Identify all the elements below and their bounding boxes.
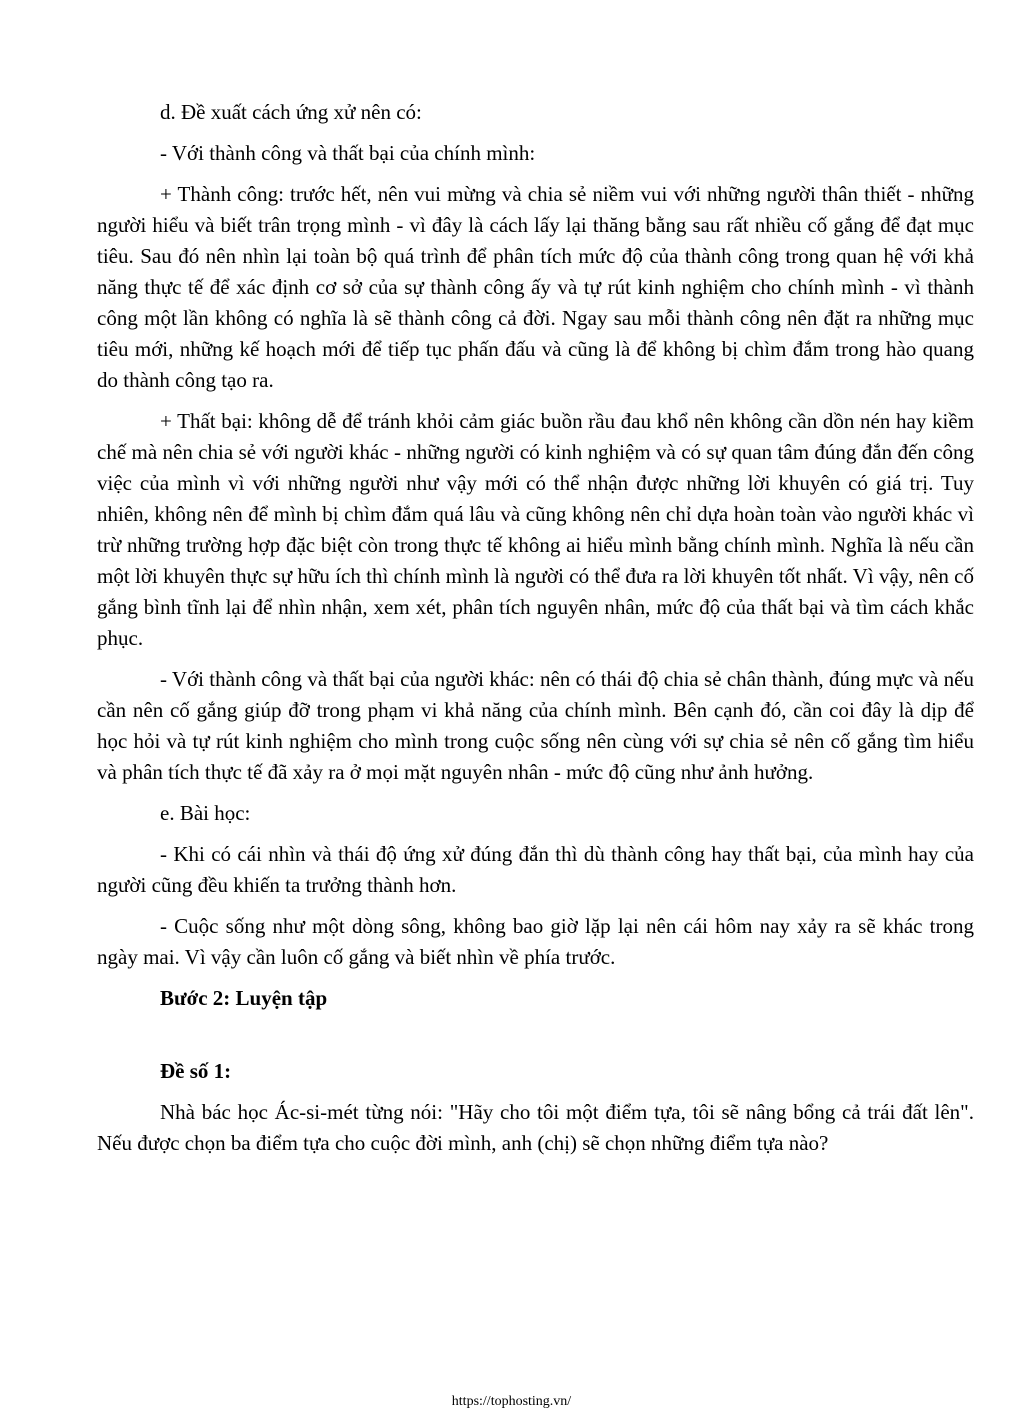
paragraph-success: + Thành công: trước hết, nên vui mừng và chia sẻ niềm vui với những người thân thiết - những người hiểu và biết trân trọng mình - vì đây là cách lấy lại thăng bằng sau rất nhiều cố gắng để đạt mục tiêu. Sau đó nên nhìn lại toàn bộ quá trình để phân tích mức độ của thành công trong quan hệ với khả năng thực tế để xác định cơ sở của sự thành công ấy và tự rút kinh nghiệm cho chính mình - vì thành công một lần không có nghĩa là sẽ thành công cả đời. Ngay sau mỗi thành công nên đặt ra những mục tiêu mới, những kế hoạch mới để tiếp tục phấn đấu và cũng là để không bị chìm đắm trong hào quang do thành công tạo ra.: [97, 182, 974, 392]
section-spacer: [97, 1024, 974, 1056]
step-heading: Bước 2: Luyện tập: [160, 986, 328, 1010]
paragraph-self-heading: - Với thành công và thất bại của chính mình:: [160, 141, 536, 165]
paragraph-failure: + Thất bại: không dễ để tránh khỏi cảm giác buồn rầu đau khổ nên không cần dồn nén hay kiềm chế mà nên chia sẻ với người khác - những người có kinh nghiệm và có sự quan tâm đúng đắn đến công việc của mình vì với những người như vậy mới có thể nhận được những lời khuyên có giá trị. Tuy nhiên, không nên để mình bị chìm đắm quá lâu và cũng không nên chỉ dựa hoàn toàn vào người khác vì trừ những trường hợp đặc biệt còn trong thực tế không ai hiểu mình bằng chính mình. Nghĩa là nếu cần một lời khuyên thực sự hữu ích thì chính mình là người có thể đưa ra lời khuyên tốt nhất. Vì vậy, nên cố gắng bình tĩnh lại để nhìn nhận, xem xét, phân tích nguyên nhân, mức độ của thất bại và tìm cách khắc phục.: [97, 409, 974, 650]
paragraph-lesson-2: - Cuộc sống như một dòng sông, không bao giờ lặp lại nên cái hôm nay xảy ra sẽ khác trong ngày mai. Vì vậy cần luôn cố gắng và biết nhìn về phía trước.: [97, 914, 974, 969]
footer-url: https://tophosting.vn/: [451, 1394, 572, 1409]
exercise-heading: Đề số 1:: [160, 1059, 232, 1083]
exercise-text: Nhà bác học Ác-si-mét từng nói: "Hãy cho tôi một điểm tựa, tôi sẽ nâng bổng cả trái đất lên". Nếu được chọn ba điểm tựa cho cuộc đời mình, anh (chị) sẽ chọn những điểm tựa nào?: [97, 1100, 974, 1155]
paragraph-proposal-heading: d. Đề xuất cách ứng xử nên có:: [160, 100, 422, 124]
paragraph-lesson-1: - Khi có cái nhìn và thái độ ứng xử đúng đắn thì dù thành công hay thất bại, của mình hay của người cũng đều khiến ta trưởng thành hơn.: [97, 842, 974, 897]
paragraph-lesson-heading: e. Bài học:: [160, 801, 251, 825]
document-page: [97, 97, 974, 1169]
paragraph-others: - Với thành công và thất bại của người khác: nên có thái độ chia sẻ chân thành, đúng mực và nếu cần nên cố gắng giúp đỡ trong phạm vi khả năng của chính mình. Bên cạnh đó, cần coi đây là dịp để học hỏi và tự rút kinh nghiệm cho mình trong cuộc sống nên cùng với sự chia sẻ nên cố gắng tìm hiểu và phân tích thực tế đã xảy ra ở mọi mặt nguyên nhân - mức độ cũng như ảnh hưởng.: [97, 667, 974, 784]
